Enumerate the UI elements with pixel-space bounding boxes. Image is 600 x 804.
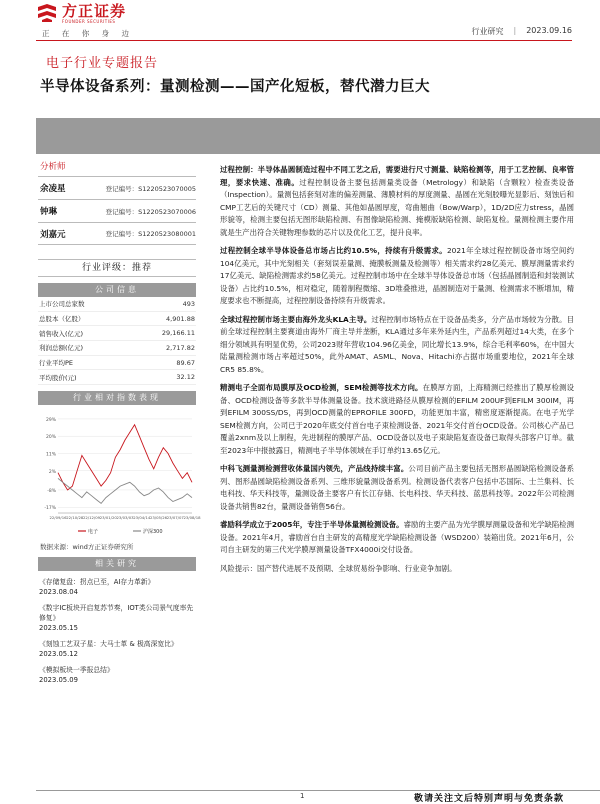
info-label: 利润总额(亿元) <box>39 344 84 353</box>
info-label: 销售收入(亿元) <box>39 329 84 338</box>
index-chart-heading: 行业相对指数表现 <box>38 391 196 405</box>
title-band <box>36 118 600 154</box>
info-value: 493 <box>182 299 195 308</box>
info-row <box>38 356 196 371</box>
chart-legend-label: 电子 <box>88 529 99 536</box>
chart-x-tick-label: 23/01/20 <box>99 515 117 521</box>
analyst-name: 钟琳 <box>40 207 58 217</box>
risk-paragraph <box>220 563 574 576</box>
slogan: 正 在 你 身 边 <box>42 29 135 38</box>
related-date: 2023.05.12 <box>39 650 78 659</box>
body-paragraph <box>220 314 574 377</box>
chart-x-tick-label: 23/08/18 <box>183 515 201 521</box>
analysts-heading: 分析师 <box>40 162 66 172</box>
chart-y-tick-label: 2% <box>48 469 56 475</box>
info-value: 32.12 <box>176 373 195 382</box>
paragraph-text: 过程控制市场特点在于设备品类多，分产品市场较为分散。目前全球过程控制主要赛道由海外厂商主导并垄断，KLA通过多年来外延内生，产品系列超过14大类，在多个细分领域具有明显优势，公司2023财年营收104.96亿美金，同比增长13.9%，综合毛利率60%，在中国大陆量测检测市场占率超过50%，此外AMAT、ASML、Nova、Hitachi亦占据市场重要地位，2021年全球CR5 85.8%。 <box>220 314 574 374</box>
paragraph-lead: 过程控制全球半导体设备总市场占比约10.5%，持续有升级需求。 <box>220 246 447 255</box>
paragraph-text: 过程控制设备主要包括测量类设备（Metrology）和缺陷（含颗粒）检查类设备（Inspection）。量测包括套刻对准的偏差测量、薄膜材料的厚度测量、晶圆在光刻胶曝光显影后、刻蚀后和CMP工艺后的关键尺寸（CD）测量、其他如晶圆厚度，弯曲翘曲（Bow/Warp），1D/2D应力stress，晶圆形貌等，检测主要包括无图形缺陷检测、有图像缺陷检测、掩模版缺陷检测、缺陷复检。量测检测主要作用就是生产出符合关键物理参数的芯片以及优化工艺，提升良率。 <box>220 177 574 237</box>
header-meta <box>471 26 572 37</box>
related-date: 2023.08.04 <box>39 588 78 597</box>
related-item[interactable] <box>38 577 196 597</box>
brand-name-en: FOUNDER SECURITIES <box>62 18 116 24</box>
index-chart-section <box>38 391 201 552</box>
paragraph-text: 2021年全球过程控制设备市场空间约104亿美元，其中光刻相关（套刻误差量测、掩膜板测量及检测等）相关需求约28亿美元、膜厚测量需求约17亿美元、缺陷检测需求约58亿美元。过程控制市场中在全球半导体设备总市场（包括晶圆制造和封装测试设备）占比约10.5%，相对稳定，随着制程微缩、3D堆叠推进，晶圆制造对于量测、检测需求不断增加，精度要求也不断提高，过程控制设备持续有升级需求。 <box>220 246 574 305</box>
chart-legend-label: 沪深300 <box>143 529 163 536</box>
sidebar <box>38 160 201 685</box>
analyst-reg: 登记编号：S1220523070006 <box>105 207 196 216</box>
page-number: 1 <box>300 792 305 800</box>
body-paragraph <box>220 245 574 308</box>
related-date: 2023.05.09 <box>39 676 78 685</box>
body-paragraph <box>220 519 574 557</box>
brand-name: 方正证券 <box>62 1 127 20</box>
analyst-reg: 登记编号：S1220523080001 <box>105 230 196 238</box>
report-category: 行业研究 <box>471 27 504 36</box>
analyst-row <box>38 199 196 222</box>
analyst-reg: 登记编号：S1220523070005 <box>105 184 196 193</box>
info-label: 行业平均PE <box>39 359 74 368</box>
report-date: 2023.09.16 <box>526 26 572 35</box>
chart-x-tick-label: 23/05/26 <box>149 515 168 521</box>
chart-y-tick-label: 11% <box>45 452 56 458</box>
chart-y-tick-label: 29% <box>45 418 56 424</box>
chart-x-tick-label: 23/03/03 <box>116 515 134 521</box>
related-item[interactable] <box>38 665 196 685</box>
info-value: 29,166.11 <box>161 329 195 338</box>
chart-series-line <box>58 479 192 504</box>
paragraph-text: 睿励的主要产品为光学膜厚测量设备和光学缺陷检测设备。2021年4月，睿励首台自主研发的高精度光学缺陷检测设备（WSD200）装箱出货。2021年6月，公司自主研发的第三代光学膜厚测量设备TFX4000i交付设备。 <box>220 520 574 554</box>
index-chart <box>38 409 201 539</box>
footer-disclaimer: 敬请关注文后特别声明与免责条款 <box>413 794 564 804</box>
related-date: 2023.05.15 <box>39 624 78 633</box>
info-label: 总股本（亿股） <box>39 315 85 324</box>
info-value: 2,717.82 <box>166 343 195 352</box>
chart-x-tick-label: 22/09/16 <box>49 515 67 521</box>
related-heading: 相关研究 <box>38 557 196 571</box>
company-info-table <box>38 297 196 385</box>
info-label: 上市公司总家数 <box>39 300 85 309</box>
info-value: 4,901.88 <box>166 314 195 323</box>
info-row <box>38 341 196 356</box>
chart-y-tick-label: -17% <box>44 506 56 512</box>
header-divider <box>36 40 572 41</box>
chart-x-tick-label: 23/04/14 <box>133 515 151 521</box>
paragraph-text: 公司目前产品主要包括无图形晶圆缺陷检测设备系列、图形晶圆缺陷检测设备系列、三维形貌量测设备系列。检测设备代表客户包括中芯国际、士兰集科、长电科技、华天科技等，量测设备主要客户有长江存储、长电科技、华天科技、蓝思科技等。2022年公司检测设备共销售82台，量测设备销售56台。 <box>220 464 574 511</box>
related-title: 《存储复盘：拐点已至，AI存力革新》 <box>39 578 155 587</box>
chart-x-tick-label: 23/07/07 <box>166 515 184 521</box>
info-row <box>38 326 196 341</box>
page-title: 半导体设备系列：量测检测——国产化短板，替代潜力巨大 <box>40 79 430 95</box>
paragraph-text: 风险提示：国产替代进展不及预期、全球贸易纷争影响、行业竞争加剧。 <box>220 563 457 573</box>
chart-x-tick-label: 22/10/28 <box>66 515 84 521</box>
analyst-row <box>38 222 196 245</box>
related-item[interactable] <box>38 603 196 633</box>
company-logo <box>36 2 126 24</box>
related-item[interactable] <box>38 639 196 659</box>
paragraph-lead: 过程控制：半导体晶圆制造过程中不同工艺之后，需要进行尺寸测量、缺陷检测等，用于工艺控制、良率管理，要求快速、准确。 <box>220 165 574 187</box>
chart-source: 数据来源：wind方正证券研究所 <box>40 543 134 552</box>
industry-rating: 行业评级：推荐 <box>38 259 196 277</box>
related-title: 《数字IC板块开启复苏节奏，IOT类公司景气度率先修复》 <box>39 604 194 623</box>
chart-y-tick-label: 20% <box>45 435 56 441</box>
paragraph-lead: 睿励科学成立于2005年，专注于半导体量测检测设备。 <box>220 520 404 529</box>
analyst-name: 刘嘉元 <box>40 229 66 240</box>
report-body <box>220 164 574 581</box>
body-paragraph <box>220 164 574 239</box>
paragraph-lead: 中科飞测量测检测营收体量国内领先，产品线持续丰富。 <box>220 464 409 473</box>
report-type: 电子行业专题报告 <box>46 56 159 71</box>
body-paragraph <box>220 463 574 513</box>
info-value: 89.67 <box>176 358 195 367</box>
info-row <box>38 297 196 312</box>
related-list <box>38 577 196 685</box>
info-row <box>38 370 196 385</box>
info-row <box>38 312 196 327</box>
info-label: 平均股价(元) <box>39 373 77 382</box>
founder-logo-icon <box>36 3 58 23</box>
analyst-name: 余凌星 <box>40 184 66 194</box>
analyst-row <box>38 176 196 199</box>
related-title: 《刻蚀工艺双子星：大马士革 & 极高深宽比》 <box>39 640 178 649</box>
related-title: 《模拟板块一季报总结》 <box>39 666 114 675</box>
chart-x-tick-label: 22/12/09 <box>82 515 101 521</box>
chart-y-tick-label: -8% <box>47 489 56 495</box>
paragraph-text: 在膜厚方面，上海精测已经推出了膜厚检测设备、OCD检测设备等多款半导体测量设备。技术演进路径从膜厚检测的EFILM 200UF到EFILM 300IM，再到EFILM 300SS/DS，再到OCD测量的EPROFILE 300FD，功能更加丰富，精密度逐渐提高。在电子光学SEM检测方向，公司已于2020年底交付首台电子束检测设备、2021年交付首台OCD设备。公司核心产品已覆盖2xnm及以上制程，先进制程的膜厚产品、OCD设备以及电子束缺陷复查设备已取得头部客户订单。截至2023年中报披露日，精测电子半导体领域在手订单约13.65亿元。 <box>220 383 574 455</box>
chart-series-line <box>58 425 192 490</box>
paragraph-lead: 全球过程控制市场主要由海外龙头KLA主导。 <box>220 314 372 324</box>
index-chart-svg <box>38 409 201 539</box>
header-separator: | <box>513 26 517 35</box>
company-info-heading: 公司信息 <box>38 283 196 297</box>
body-paragraph <box>220 382 574 457</box>
paragraph-lead: 精测电子全面布局膜厚及OCD检测，SEM检测等技术方向。 <box>220 383 423 392</box>
